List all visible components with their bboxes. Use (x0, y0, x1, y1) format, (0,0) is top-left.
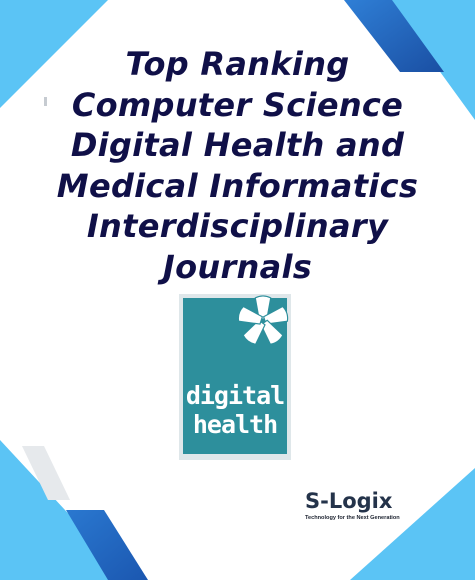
brand-name: S-Logix (305, 489, 393, 513)
brand-logo (305, 489, 409, 522)
title-line: Computer Science (71, 85, 404, 124)
journal-name-line1: digital (185, 381, 285, 410)
title-line: Digital Health and (70, 126, 405, 164)
page-title (0, 44, 475, 287)
journal-cover-image (179, 294, 291, 460)
title-line: Journals (162, 247, 313, 286)
title-line: Top Ranking (125, 45, 350, 83)
title-line: Interdisciplinary (86, 207, 389, 245)
asterisk-logo-icon (236, 294, 290, 348)
brand-tagline: Technology for the Next Generation (305, 515, 400, 521)
journal-name-line2: health (192, 410, 278, 439)
title-line: Medical Informatics (56, 166, 419, 205)
